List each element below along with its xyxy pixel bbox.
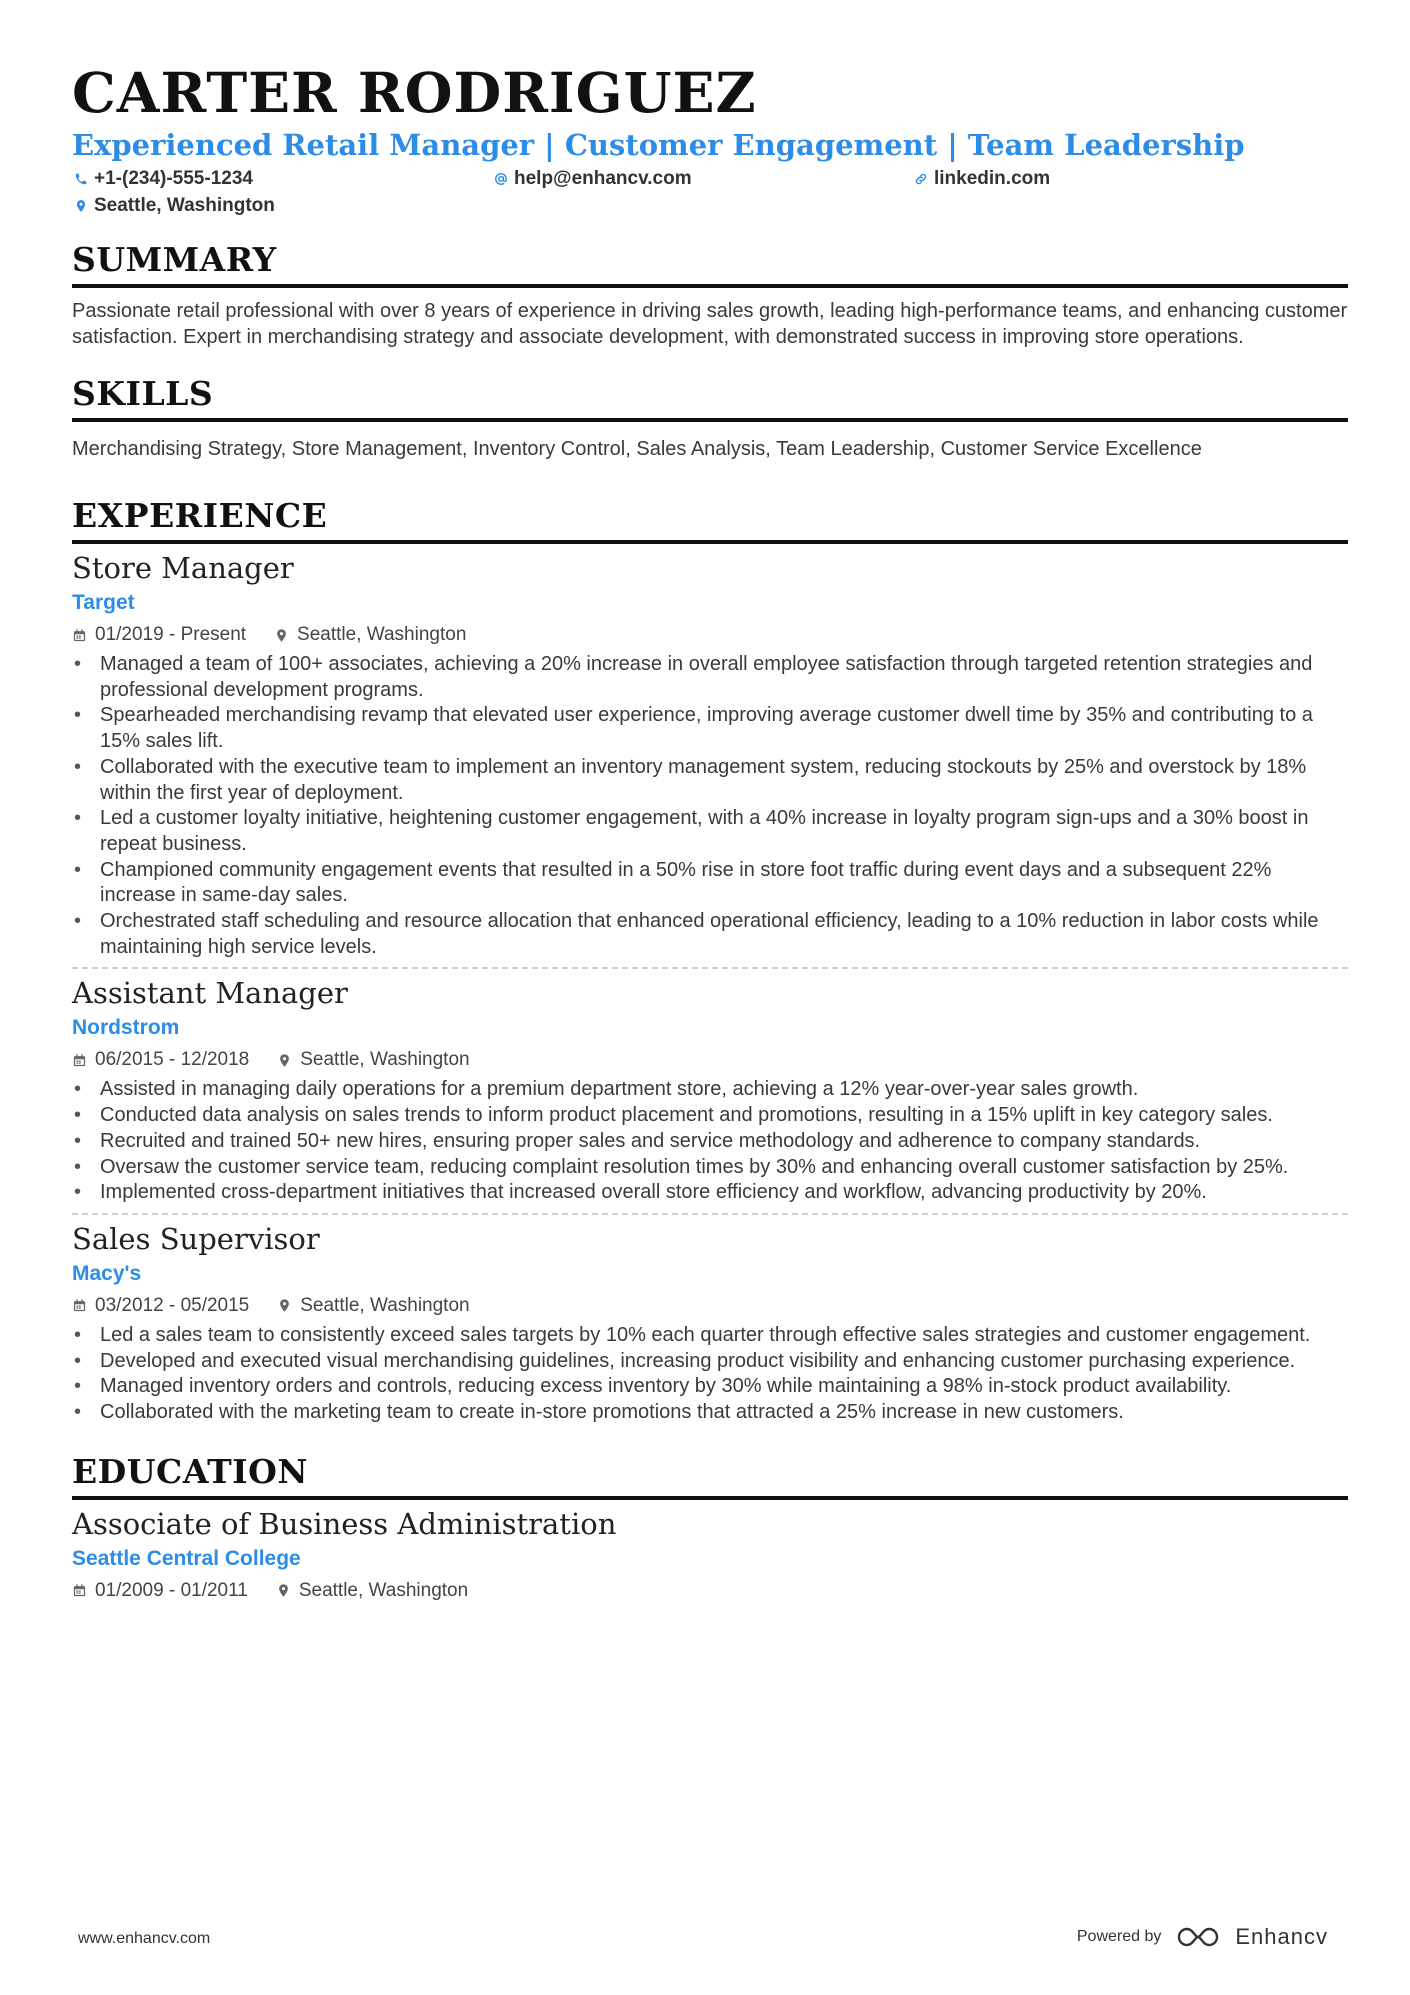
linkedin-text: linkedin.com <box>934 168 1051 189</box>
job-dates-text: 06/2015 - 12/2018 <box>95 1049 250 1071</box>
bullet-item: • Spearheaded merchandising revamp that elevated user experience, improving average customer dwell time by 35% and contributing to a 15% sales lift. <box>72 703 1348 754</box>
job-location <box>277 1047 469 1073</box>
enhancv-logo-icon <box>1175 1924 1221 1950</box>
job-location-text: Seattle, Washington <box>300 1294 470 1316</box>
education-section <box>72 1452 1348 1604</box>
powered-by-text: Powered by <box>1076 1928 1162 1945</box>
job-location-text: Seattle, Washington <box>297 624 467 645</box>
company-name[interactable]: Nordstrom <box>72 1016 180 1040</box>
bullet-item: • Orchestrated staff scheduling and resource allocation that enhanced operational efficiency, leading to a 10% reduction in labor costs while maintaining high service levels. <box>72 909 1348 960</box>
summary-text: Passionate retail professional with over 8 years of experience in driving sales growth, leading high-performance teams, and enhancing customer satisfaction. Expert in merchandising strategy and associate development, with demonstrated success in improving store operations. <box>72 300 1348 348</box>
location-pin-icon <box>274 628 289 643</box>
calendar-icon <box>72 1583 87 1598</box>
brand-name: Enhancv <box>1235 1924 1328 1949</box>
school-name[interactable]: Seattle Central College <box>72 1546 301 1570</box>
location-pin-icon <box>277 1053 292 1068</box>
company-name[interactable]: Macy's <box>72 1261 142 1285</box>
summary-section <box>72 240 1348 350</box>
contact-info <box>72 168 1348 224</box>
job-dates <box>72 1293 249 1319</box>
degree-title: Associate of Business Administration <box>72 1506 617 1541</box>
link-icon <box>914 172 928 186</box>
education-location <box>276 1578 468 1604</box>
bullet-item: • Developed and executed visual merchandising guidelines, increasing product visibility and enhancing customer purchasing experience. <box>72 1349 1348 1375</box>
email-text: help@enhancv.com <box>514 168 692 189</box>
job-dates-text: 03/2012 - 05/2015 <box>95 1294 250 1316</box>
bullet-item: • Championed community engagement events that resulted in a 50% rise in store foot traffic during event days and a subsequent 22% increase in same-day sales. <box>72 858 1348 909</box>
job-meta <box>72 1047 1348 1073</box>
job-location-text: Seattle, Washington <box>300 1049 470 1071</box>
bullet-item: • Managed a team of 100+ associates, achieving a 20% increase in overall employee satisfaction through targeted retention strategies and professional development programs. <box>72 652 1348 703</box>
job-title: Assistant Manager <box>72 976 348 1011</box>
footer-branding[interactable] <box>1077 1924 1328 1950</box>
bullet-item: • Led a customer loyalty initiative, heightening customer engagement, with a 40% increase in loyalty program sign-ups and a 30% boost in repeat business. <box>72 806 1348 857</box>
section-divider <box>72 1496 1348 1500</box>
bullet-item: • Oversaw the customer service team, reducing complaint resolution times by 30% and enhancing overall customer satisfaction by 25%. <box>72 1155 1348 1181</box>
bullet-item: • Assisted in managing daily operations for a premium department store, achieving a 12% year-over-year sales growth. <box>72 1077 1348 1103</box>
section-divider <box>72 418 1348 422</box>
bullet-item: • Collaborated with the marketing team to create in-store promotions that attracted a 25% increase in new customers. <box>72 1400 1348 1426</box>
education-entry <box>72 1506 1348 1604</box>
phone-icon <box>74 172 88 186</box>
contact-location <box>74 195 275 217</box>
phone-text: +1-(234)-555-1234 <box>94 168 253 189</box>
bullet-item: • Conducted data analysis on sales trends to inform product placement and promotions, resulting in a 15% uplift in key category sales. <box>72 1103 1348 1129</box>
education-dates <box>72 1578 248 1604</box>
calendar-icon <box>72 1053 87 1068</box>
contact-linkedin[interactable] <box>914 168 1050 190</box>
company-name[interactable]: Target <box>72 591 135 614</box>
job-entry <box>72 550 1348 969</box>
skills-heading: SKILLS <box>72 374 214 413</box>
experience-heading: EXPERIENCE <box>72 496 328 535</box>
job-entry <box>72 975 1348 1215</box>
candidate-name: CARTER RODRIGUEZ <box>72 60 757 125</box>
job-location <box>277 1293 469 1319</box>
job-bullets <box>72 1323 1348 1426</box>
experience-section <box>72 496 1348 1426</box>
footer-website[interactable]: www.enhancv.com <box>78 1930 211 1947</box>
contact-email[interactable] <box>494 168 692 190</box>
summary-heading: SUMMARY <box>72 240 277 279</box>
calendar-icon <box>72 1298 87 1313</box>
job-bullets <box>72 652 1348 960</box>
section-divider <box>72 540 1348 544</box>
job-title: Store Manager <box>72 551 294 585</box>
bullet-item: • Led a sales team to consistently exceed sales targets by 10% each quarter through effective sales strategies and customer engagement. <box>72 1323 1348 1349</box>
location-text: Seattle, Washington <box>94 195 275 216</box>
resume-page <box>72 60 1348 1604</box>
bullet-item: • Implemented cross-department initiatives that increased overall store efficiency and workflow, advancing productivity by 20%. <box>72 1180 1348 1206</box>
job-dates <box>72 622 246 648</box>
at-icon <box>494 172 508 186</box>
education-meta <box>72 1578 1348 1604</box>
contact-phone[interactable] <box>74 168 253 190</box>
location-pin-icon <box>74 199 88 213</box>
bullet-item: • Managed inventory orders and controls, reducing excess inventory by 30% while maintaining a 98% in-stock product availability. <box>72 1374 1348 1400</box>
bullet-item: • Recruited and trained 50+ new hires, ensuring proper sales and service methodology and adherence to company standards. <box>72 1129 1348 1155</box>
job-divider <box>72 1213 1348 1215</box>
education-dates-text: 01/2009 - 01/2011 <box>95 1579 248 1601</box>
job-location <box>274 622 466 648</box>
candidate-tagline: Experienced Retail Manager | Customer Engagement | Team Leadership <box>72 128 1245 162</box>
job-dates <box>72 1047 249 1073</box>
education-heading: EDUCATION <box>72 1451 309 1491</box>
skills-text: Merchandising Strategy, Store Management, Inventory Control, Sales Analysis, Team Leadership, Customer Service Excellence <box>72 438 1202 460</box>
job-dates-text: 01/2019 - Present <box>95 624 247 645</box>
location-pin-icon <box>277 1298 292 1313</box>
job-bullets <box>72 1077 1348 1206</box>
job-divider <box>72 967 1348 969</box>
location-pin-icon <box>276 1583 291 1598</box>
job-entry <box>72 1221 1348 1426</box>
calendar-icon <box>72 628 87 643</box>
bullet-item: • Collaborated with the executive team to implement an inventory management system, reducing stockouts by 25% and overstock by 18% within the first year of deployment. <box>72 755 1348 806</box>
job-meta <box>72 622 1348 648</box>
education-location-text: Seattle, Washington <box>298 1579 469 1601</box>
skills-section <box>72 374 1348 462</box>
job-meta <box>72 1293 1348 1319</box>
section-divider <box>72 284 1348 288</box>
job-title: Sales Supervisor <box>72 1221 320 1256</box>
